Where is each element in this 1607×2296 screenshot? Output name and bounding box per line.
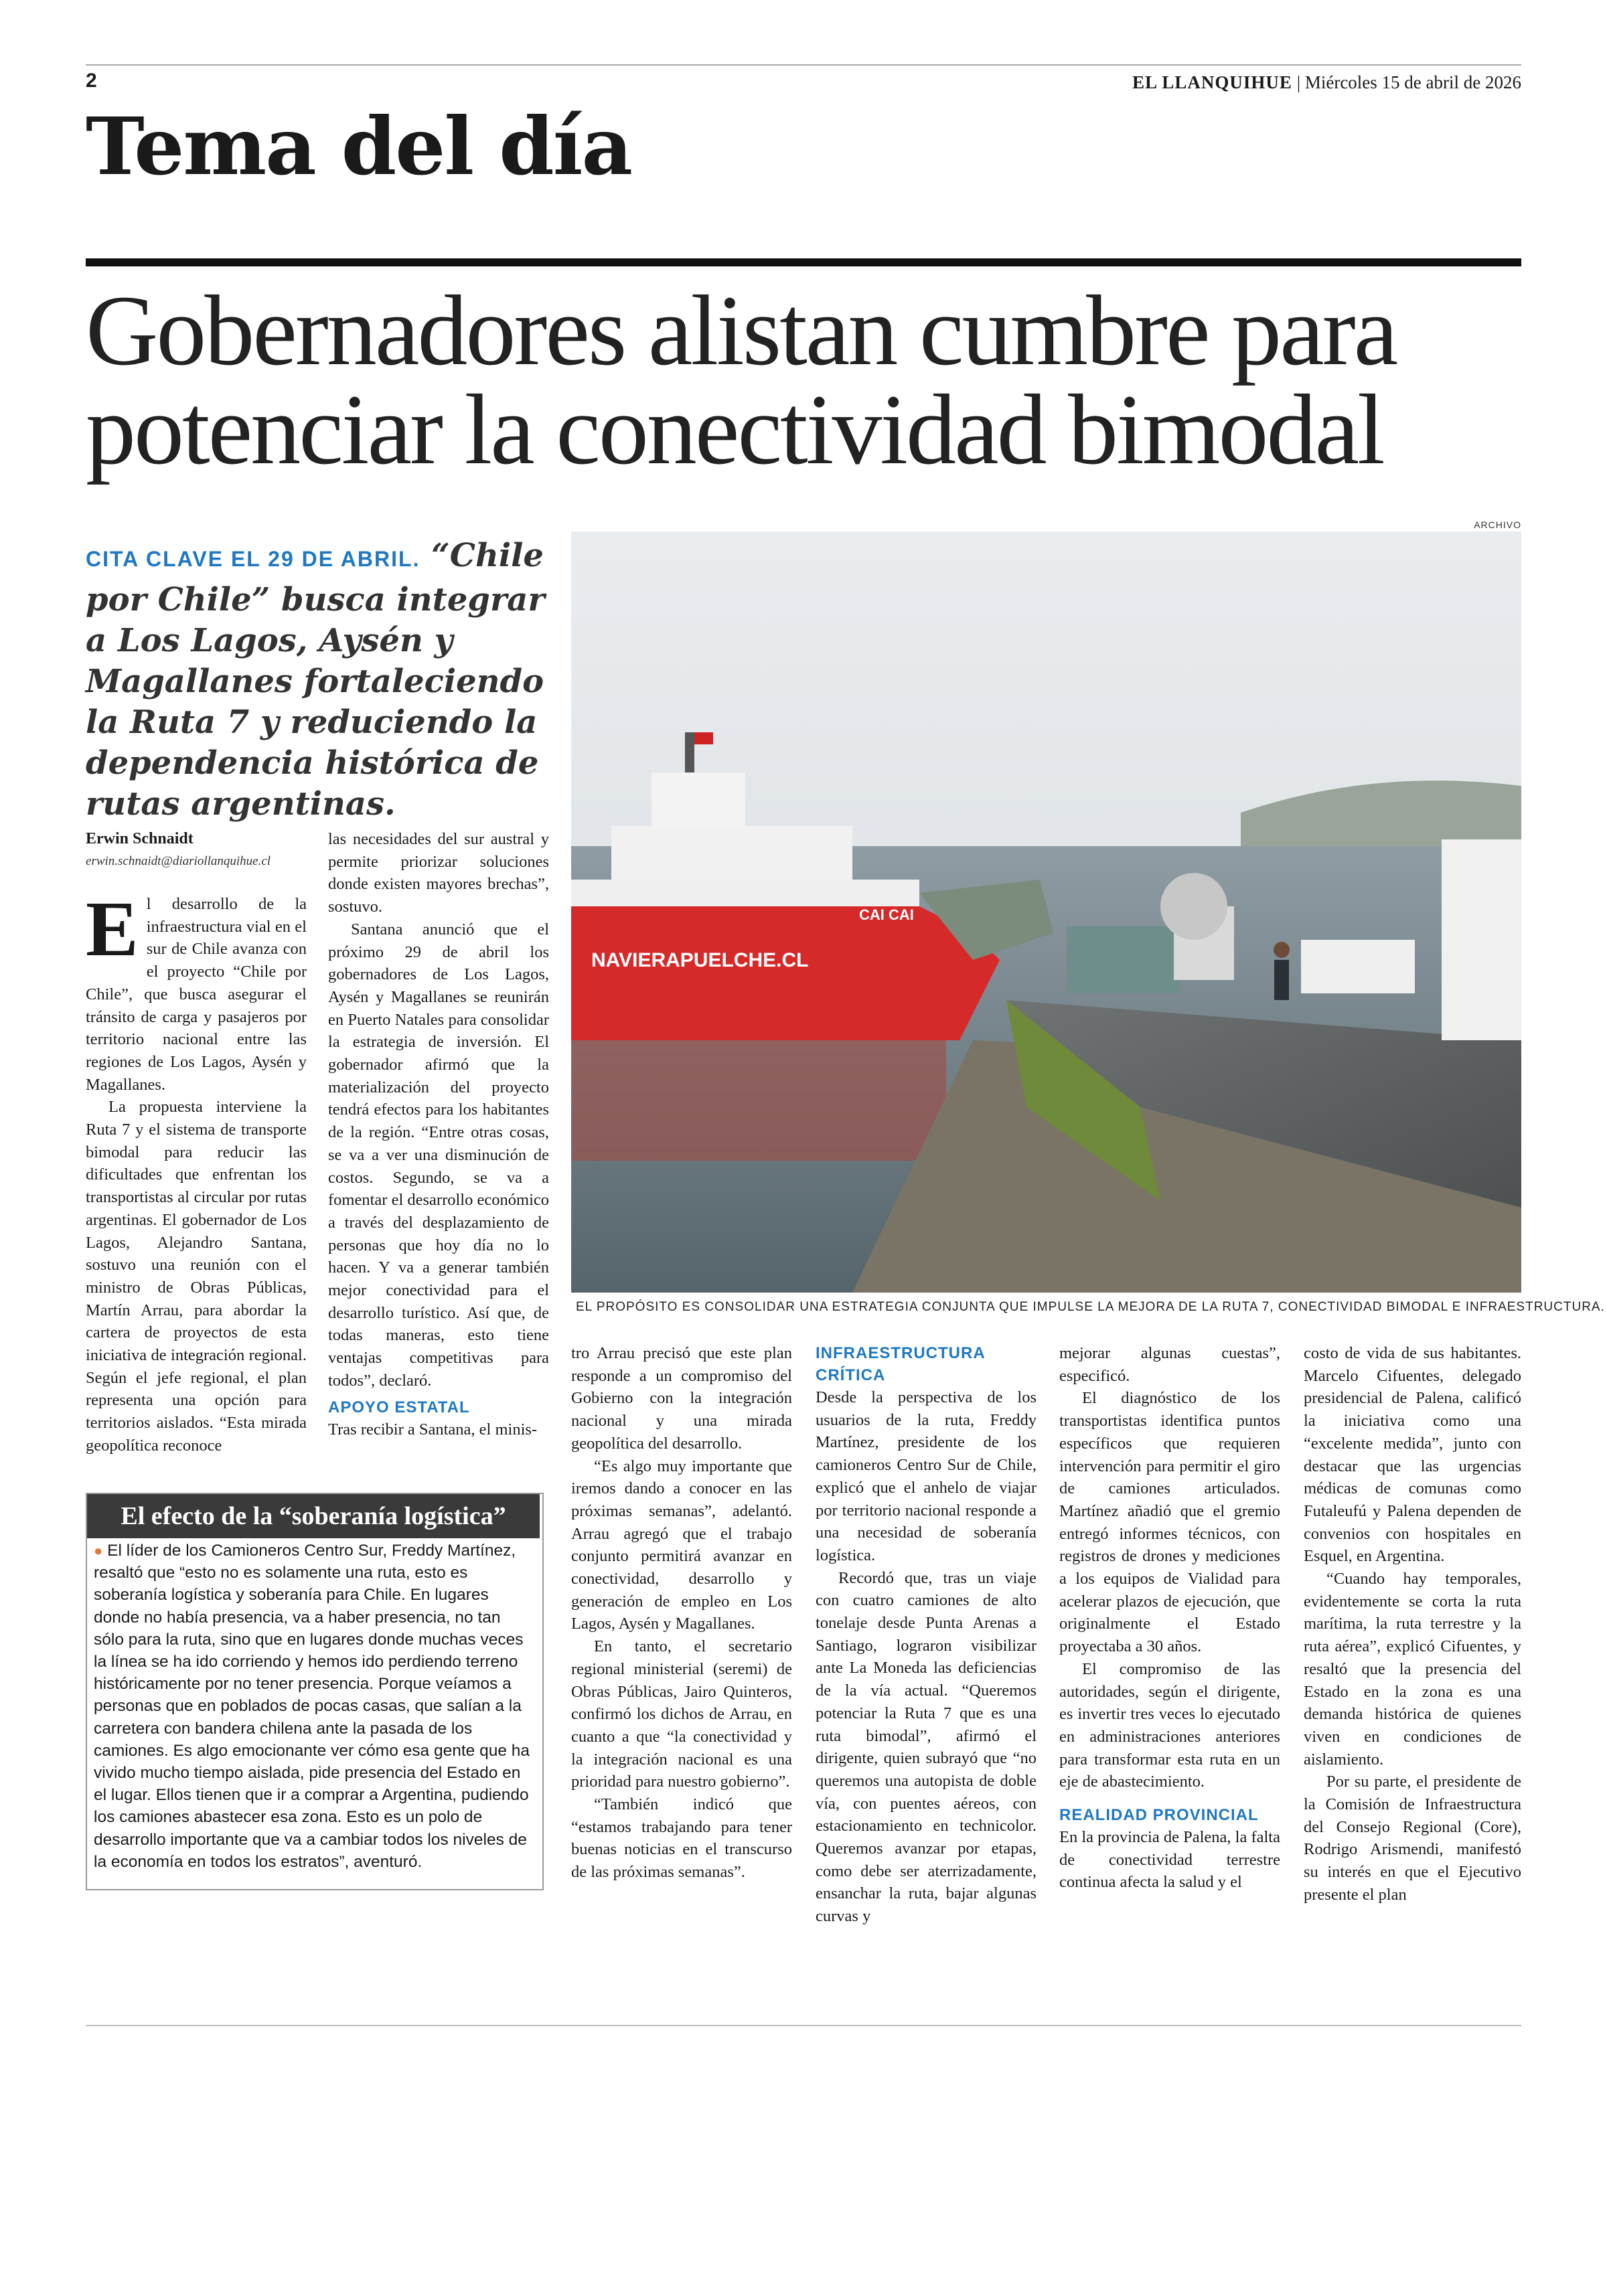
col2-p1: las necesidades del sur austral y permite priorizar soluciones donde existen mayores brechas”, sostuvo. xyxy=(328,830,549,916)
author-name: Erwin Schnaidt xyxy=(86,830,194,847)
article-col-2 xyxy=(328,828,549,1441)
photo-credit: ARCHIVO xyxy=(1474,519,1521,530)
col3-p3: En tanto, el secretario regional ministerial (seremi) de Obras Públicas, Jairo Quinteros, confirmó los dichos de Arrau, en cuanto a que “la conectividad y la integración nacional es una prioridad para nuestro gobierno”. xyxy=(571,1637,792,1791)
col3-p4: “También indicó que “estamos trabajando para tener buenas noticias en el transcurso de las próximas semanas”. xyxy=(571,1795,792,1882)
sidebar-title: El efecto de la “soberanía logística” xyxy=(87,1494,540,1538)
article-col-4 xyxy=(816,1342,1037,1928)
hull-text: NAVIERAPUELCHE.CL xyxy=(591,949,809,971)
headline: Gobernadores alistan cumbre para potenciar la conectividad bimodal xyxy=(86,275,1397,485)
col5-p2: El diagnóstico de los transportistas identifica puntos específicos que requieren intervención para permitir el giro de camiones articulados. Martínez añadió que el gremio entregó informes técnicos, con registros de drones y mediciones a los equipos de Vialidad para acelerar plazos de ejecución, que originalmente el Estado proyectaba a 30 años. xyxy=(1059,1389,1280,1656)
col6-p1: costo de vida de sus habitantes. Marcelo Cifuentes, delegado presidencial de Palena, calificó la iniciativa como una “excelente medida”, junto con destacar que las urgencias médicas de comunas como Futaleufú y Palena dependen de convenios con hospitales en Esquel, en Argentina. xyxy=(1304,1344,1521,1566)
dropcap: E xyxy=(86,885,139,973)
col4-p1: Desde la perspectiva de los usuarios de la ruta, Freddy Martínez, presidente de los camioneros Centro Sur de Chile, explicó que el anhelo de viajar por territorio nacional responde a una necesidad de soberanía logística. xyxy=(816,1388,1037,1564)
subhead-realidad-provincial: REALIDAD PROVINCIAL xyxy=(1059,1806,1259,1825)
article-col-3 xyxy=(571,1342,792,1884)
col2-p3: Tras recibir a Santana, el minis- xyxy=(328,1420,538,1439)
photo-caption: EL PROPÓSITO ES CONSOLIDAR UNA ESTRATEGIA CONJUNTA QUE IMPULSE LA MEJORA DE LA RUTA 7, CONECTIVIDAD BIMODAL E INFRAESTRUCTURA. xyxy=(576,1300,1605,1314)
top-rule xyxy=(86,64,1521,66)
ferry-photo xyxy=(571,531,1521,1293)
sidebar-body xyxy=(94,1540,532,1873)
newspaper-name: EL LLANQUIHUE xyxy=(1132,72,1292,92)
article-col-1 xyxy=(86,885,307,1457)
section-rule xyxy=(86,258,1521,266)
col6-p3: Por su parte, el presidente de la Comisión de Infraestructura del Consejo Regional (Core), Rodrigo Arismendi, manifestó su interés en que el Ejecutivo presente el plan xyxy=(1304,1773,1521,1904)
section-title: Tema del día xyxy=(86,100,632,193)
col2-p2: Santana anunció que el próximo 29 de abril los gobernadores de Los Lagos, Aysén y Magallanes se reunirán en Puerto Natales para consolidar la estrategia de inversión. El gobernador afirmó que la materialización del proyecto tendrá efectos para los habitantes de la región. “Entre otras cosas, se va a ver una disminución de costos. Segundo, se va a fomentar el desarrollo económico a través del desplazamiento de personas que hoy día no lo hacen. Y va a generar también mejor conectividad para el desarrollo turístico. Así que, de todas maneras, esto tiene ventajas competitivas para todos”, declaró. xyxy=(328,920,549,1390)
col5-p3: El compromiso de las autoridades, según el dirigente, es invertir tres veces lo ejecutado en administraciones anteriores para transformar esta ruta en un eje de abastecimiento. xyxy=(1059,1659,1280,1791)
col1-p1: l desarrollo de la infraestructura vial en el sur de Chile avanza con el proyecto “Chile por Chile”, que busca asegurar el tránsito de carga y pasajeros por territorio nacional entre las regiones de Los Lagos, Aysén y Magallanes. xyxy=(86,895,307,1094)
deck xyxy=(86,536,554,825)
issue-date: | Miércoles 15 de abril de 2026 xyxy=(1296,72,1521,92)
col1-p2: La propuesta interviene la Ruta 7 y el sistema de transporte bimodal para reducir las dificultades que enfrentan los transportistas al circular por rutas argentinas. El gobernador de Los Lagos, Alejandro Santana, sostuvo una reunión con el ministro de Obras Públicas, Martín Arrau, para abordar la cartera de proyectos de esta iniciativa de integración regional. Según el jefe regional, el plan representa una opción para territorios aislados. “Esta mirada geopolítica reconoce xyxy=(86,1098,307,1455)
subhead-infraestructura: INFRAESTRUCTURA CRÍTICA xyxy=(816,1344,986,1384)
bottom-rule xyxy=(86,2025,1521,2026)
col5-p4: En la provincia de Palena, la falta de conectividad terrestre continua afecta la salud y el xyxy=(1059,1828,1280,1892)
article-col-5 xyxy=(1059,1342,1280,1894)
author-email[interactable]: erwin.schnaidt@diariollanquihue.cl xyxy=(86,854,271,868)
subhead-apoyo-estatal: APOYO ESTATAL xyxy=(328,1398,470,1416)
bullet-icon: ● xyxy=(94,1542,103,1559)
col6-p2: “Cuando hay temporales, evidentemente se corta la ruta marítima, la ruta terrestre y la ruta aérea”, explicó Cifuentes, y resaltó que la presencia del Estado en la zona es una demanda histórica de quienes viven en condiciones de aislamiento. xyxy=(1304,1570,1521,1769)
col4-p2: Recordó que, tras un viaje con cuatro camiones de alto tonelaje desde Punta Arenas a Santiago, lograron visibilizar ante La Moneda las deficiencias de la vía actual. “Queremos potenciar la Ruta 7 que es una ruta bimodal”, afirmó el dirigente, quien subrayó que “no queremos una autopista de doble vía, con puentes aéreos, con estacionamiento en technicolor. Queremos avanzar por etapas, como debe ser aterrizadamente, ensanchar la ruta, bajar algunas curvas y xyxy=(816,1568,1037,1926)
sidebar-text: El líder de los Camioneros Centro Sur, Freddy Martínez, resaltó que “esto no es solamente una ruta, esto es soberanía logística y soberanía para Chile. En lugares donde no había presencia, va a haber presencia, no tan sólo para la ruta, sino que en lugares donde muchas veces la línea se ha ido corriendo y hemos ido perdiendo terreno históricamente por no tener presencia. Porque veíamos a personas que en poblados de pocas casas, que salían a la carretera con bandera chilena ante la pasada de los camiones. Es algo emocionante ver cómo esa gente que ha vivido mucho tiempo aislada, pide presencia del Estado en el lugar. Ellos tienen que ir a comprar a Argentina, pudiendo los camiones abastecer esa zona. Esto es un polo de desarrollo importante que va a cambiar todos los niveles de la economía en todos los estratos”, aventuró. xyxy=(94,1542,530,1871)
col5-p1: mejorar algunas cuestas”, especificó. xyxy=(1059,1344,1280,1385)
col3-p1: tro Arrau precisó que este plan responde a un compromiso del Gobierno con la integración nacional y una mirada geopolítica del desarrollo. xyxy=(571,1344,792,1453)
deck-kicker: CITA CLAVE EL 29 DE ABRIL. xyxy=(86,547,420,571)
article-col-6 xyxy=(1304,1342,1521,1906)
deck-text: “Chile por Chile” busca integrar a Los Lagos, Aysén y Magallanes fortaleciendo la Ruta 7 y reduciendo la dependencia histórica de rutas argentinas. xyxy=(86,537,545,823)
page-number: 2 xyxy=(86,70,97,92)
col3-p2: “Es algo muy importante que iremos dando a conocer en las próximas semanas”, adelantó. Arrau agregó que el trabajo conjunto permitirá avanzar en conectividad, desarrollo y generación de empleo en Los Lagos, Aysén y Magallanes. xyxy=(571,1457,792,1633)
ship-name: CAI CAI xyxy=(859,906,914,923)
masthead xyxy=(1132,72,1521,93)
